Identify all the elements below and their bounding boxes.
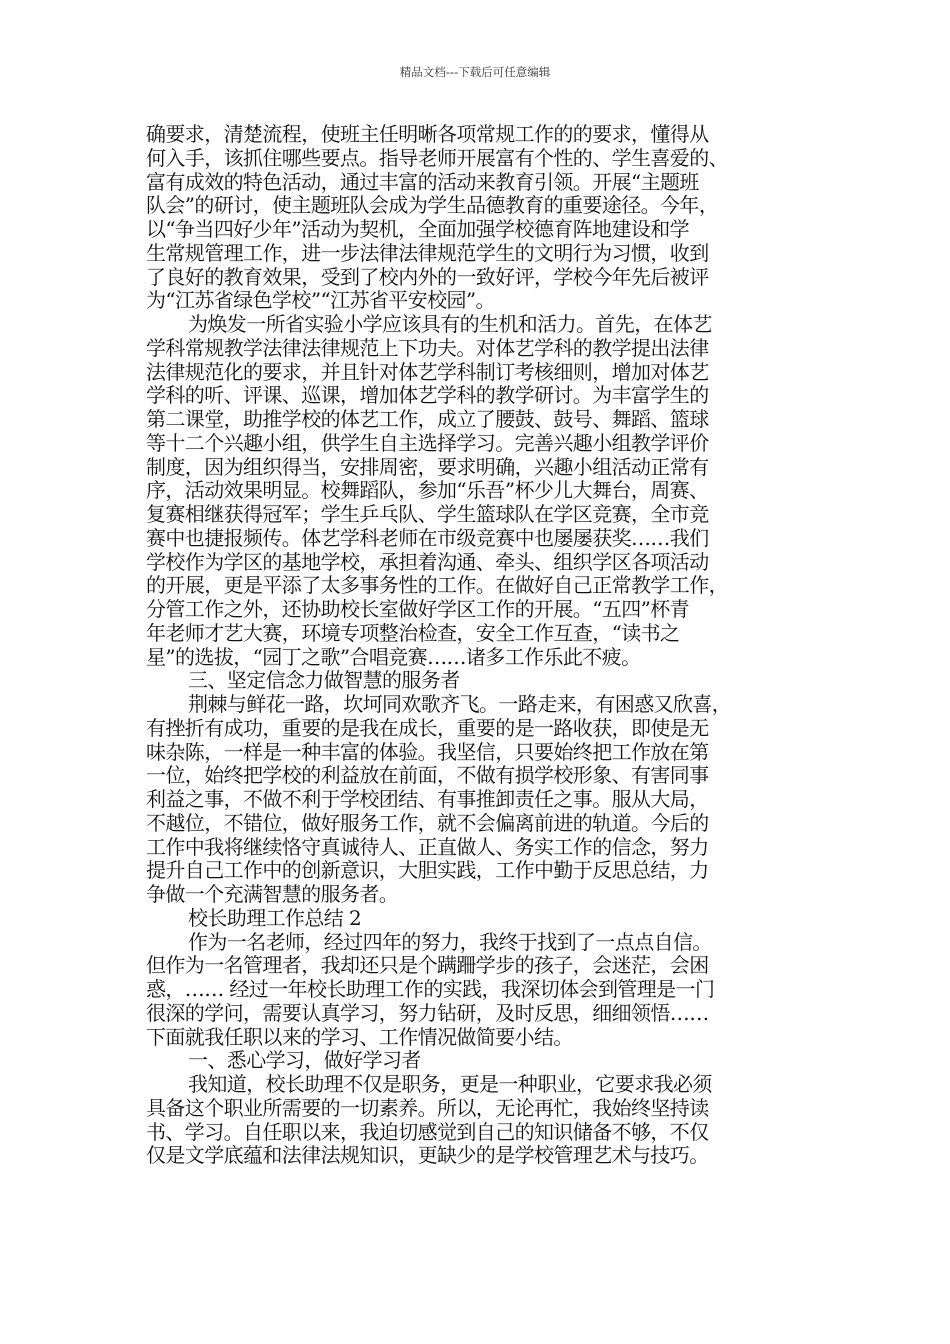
text-line: 三、坚定信念力做智慧的服务者	[188, 668, 460, 693]
text-line: 具备这个职业所需要的一切素养。所以，无论再忙，我始终坚持读	[146, 1095, 709, 1120]
text-line: 赛中也捷报频传。体艺学科老师在市级竞赛中也屡屡获奖……我们	[146, 525, 709, 550]
text-line: 以“争当四好少年”活动为契机，全面加强学校德育阵地建设和学	[146, 217, 690, 241]
text-line: 工作中我将继续恪守真诚待人、正直做人、务实工作的信念，努力	[146, 834, 709, 859]
text-line: 有挫折有成功，重要的是我在成长，重要的是一路收获，即使是无	[146, 715, 709, 740]
text-line: 很深的学问，需要认真学习，努力钻研，及时反思，细细领悟……	[146, 1000, 709, 1025]
text-line: 一位，始终把学校的利益放在前面，不做有损学校形象、有害同事	[146, 763, 709, 788]
text-line: 书、学习。自任职以来，我迫切感觉到自己的知识储备不够，不仅	[146, 1119, 709, 1144]
text-line: 一、悉心学习，做好学习者	[188, 1048, 421, 1073]
text-line: 仅是文学底蕴和法律法规知识，更缺少的是学校管理艺术与技巧。	[146, 1143, 709, 1168]
text-line: 法律规范化的要求，并且针对体艺学科制订考核细则，增加对体艺	[146, 359, 709, 384]
text-line: 序，活动效果明显。校舞蹈队，参加“乐吾”杯少儿大舞台，周赛、	[146, 478, 709, 503]
text-line: 复赛相继获得冠军；学生乒乓队、学生篮球队在学区竞赛，全市竞	[146, 502, 709, 526]
text-line: 生常规管理工作，进一步法律法律规范学生的文明行为习惯，收到	[146, 240, 709, 265]
text-line: 我知道，校长助理不仅是职务，更是一种职业，它要求我必须	[188, 1072, 712, 1096]
text-line: 为“江苏省绿色学校”“江苏省平安校园”。	[146, 288, 495, 313]
text-line: 年老师才艺大赛，环境专项整治检查，安全工作互查，“读书之	[146, 620, 680, 645]
page-header: 精品文档---下载后可任意编辑	[399, 65, 551, 79]
text-line: 确要求，清楚流程，使班主任明晰各项常规工作的的要求，懂得从	[146, 122, 709, 146]
text-line: 分管工作之外，还协助校长室做好学区工作的开展。“五四”杯青	[146, 597, 690, 621]
document-body	[146, 123, 816, 1168]
text-line: 提升自己工作中的创新意识，大胆实践，工作中勤于反思总结，力	[146, 858, 709, 883]
text-line: 利益之事，不做不利于学校团结、有事推卸责任之事。服从大局，	[146, 787, 709, 811]
text-line: 味杂陈，一样是一种丰富的体验。我坚信，只要始终把工作放在第	[146, 739, 709, 764]
text-line: 制度，因为组织得当，安排周密，要求明确，兴趣小组活动正常有	[146, 454, 709, 479]
text-line: 队会”的研讨，使主题班队会成为学生品德教育的重要途径。今年，	[146, 193, 719, 218]
text-line: 第二课堂，助推学校的体艺工作，成立了腰鼓、鼓号、舞蹈、篮球	[146, 407, 709, 431]
text-line: 等十二个兴趣小组，供学生自主选择学习。完善兴趣小组教学评价	[146, 430, 709, 455]
text-line: 不越位，不错位，做好服务工作，就不会偏离前进的轨道。今后的	[146, 810, 709, 835]
text-line: 荆棘与鲜花一路，坎坷同欢歌齐飞。一路走来，有困惑又欣喜，	[188, 692, 732, 716]
text-line: 学科的听、评课、巡课，增加体艺学科的教学研讨。为丰富学生的	[146, 383, 709, 408]
text-line: 校长助理工作总结 2	[188, 905, 362, 930]
text-line: 为焕发一所省实验小学应该具有的生机和活力。首先，在体艺	[188, 312, 712, 336]
text-line: 作为一名老师，经过四年的努力，我终于找到了一点点自信。	[188, 929, 712, 954]
text-line: 的开展，更是平添了太多事务性的工作。在做好自己正常教学工作，	[146, 573, 728, 598]
text-line: 富有成效的特色活动，通过丰富的活动来教育引领。开展“主题班	[146, 169, 699, 194]
text-line: 学科常规教学法律法律规范上下功夫。对体艺学科的教学提出法律	[146, 335, 709, 360]
text-line: 星”的选拔，“园丁之歌”合唱竞赛……诸多工作乐此不疲。	[146, 644, 641, 669]
text-line: 但作为一名管理者，我却还只是个蹒跚学步的孩子，会迷茫，会困	[146, 953, 709, 978]
text-line: 何入手，该抓住哪些要点。指导老师开展富有个性的、学生喜爱的、	[146, 145, 728, 170]
text-line: 学校作为学区的基地学校，承担着沟通、牵头、组织学区各项活动	[146, 549, 709, 574]
text-line: 惑，…… 经过一年校长助理工作的实践，我深切体会到管理是一门	[146, 977, 715, 1001]
text-line: 下面就我任职以来的学习、工作情况做简要小结。	[146, 1024, 573, 1049]
text-line: 争做一个充满智慧的服务者。	[146, 882, 399, 906]
text-line: 了良好的教育效果，受到了校内外的一致好评，学校今年先后被评	[146, 264, 709, 289]
